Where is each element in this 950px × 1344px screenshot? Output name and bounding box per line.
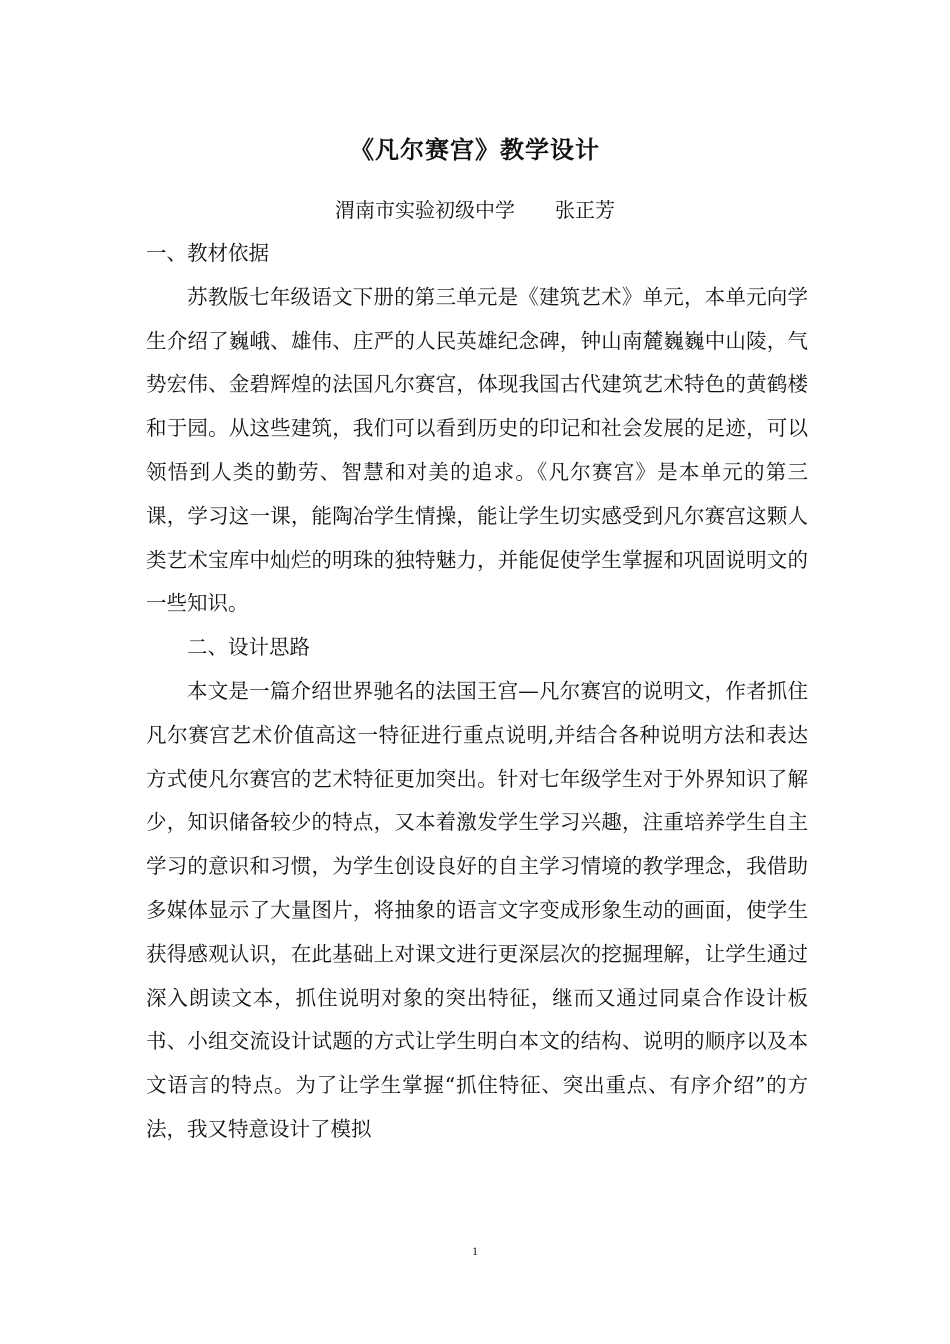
section-paragraph: 本文是一篇介绍世界驰名的法国王宫—凡尔赛宫的说明文，作者抓住凡尔赛宫艺术价值高这一特征进行重点说明,并结合各种说明方法和表达方式使凡尔赛宫的艺术特征更加突出。针对七年级学生对于外界知识了解少，知识储备较少的特点，又本着激发学生学习兴趣，注重培养学生自主学习的意识和习惯，为学生创设良好的自主学习情境的教学理念，我借助多媒体显示了大量图片，将抽象的语言文字变成形象生动的画面，使学生获得感观认识，在此基础上对课文进行更深层次的挖掘理解，让学生通过深入朗读文本，抓住说明对象的突出特征，继而又通过同桌合作设计板书、小组交流设计试题的方式让学生明白本文的结构、说明的顺序以及本文语言的特点。为了让学生掌握“抓住特征、突出重点、有序介绍”的方法，我又特意设计了模拟 (146, 678, 808, 1141)
section-paragraph: 苏教版七年级语文下册的第三单元是《建筑艺术》单元，本单元向学生介绍了巍峨、雄伟、庄严的人民英雄纪念碑，钟山南麓巍巍中山陵，气势宏伟、金碧辉煌的法国凡尔赛宫，体现我国古代建筑艺术特色的黄鹤楼和于园。从这些建筑，我们可以看到历史的印记和社会发展的足迹，可以领悟到人类的勤劳、智慧和对美的追求。《凡尔赛宫》是本单元的第三课，学习这一课，能陶冶学生情操，能让学生切实感受到凡尔赛宫这颗人类艺术宝库中灿烂的明珠的独特魅力，并能促使学生掌握和巩固说明文的一些知识。 (146, 284, 808, 616)
author-name: 张正芳 (555, 198, 615, 222)
section-heading: 一、教材依据 (146, 241, 269, 265)
page-number: 1 (472, 1244, 478, 1258)
author-school: 渭南市实验初级中学 (335, 198, 515, 222)
document-body (146, 232, 808, 1152)
section-heading: 二、设计思路 (187, 635, 310, 660)
author-byline (0, 194, 950, 223)
document-title: 《凡尔赛宫》教学设计 (350, 135, 600, 164)
